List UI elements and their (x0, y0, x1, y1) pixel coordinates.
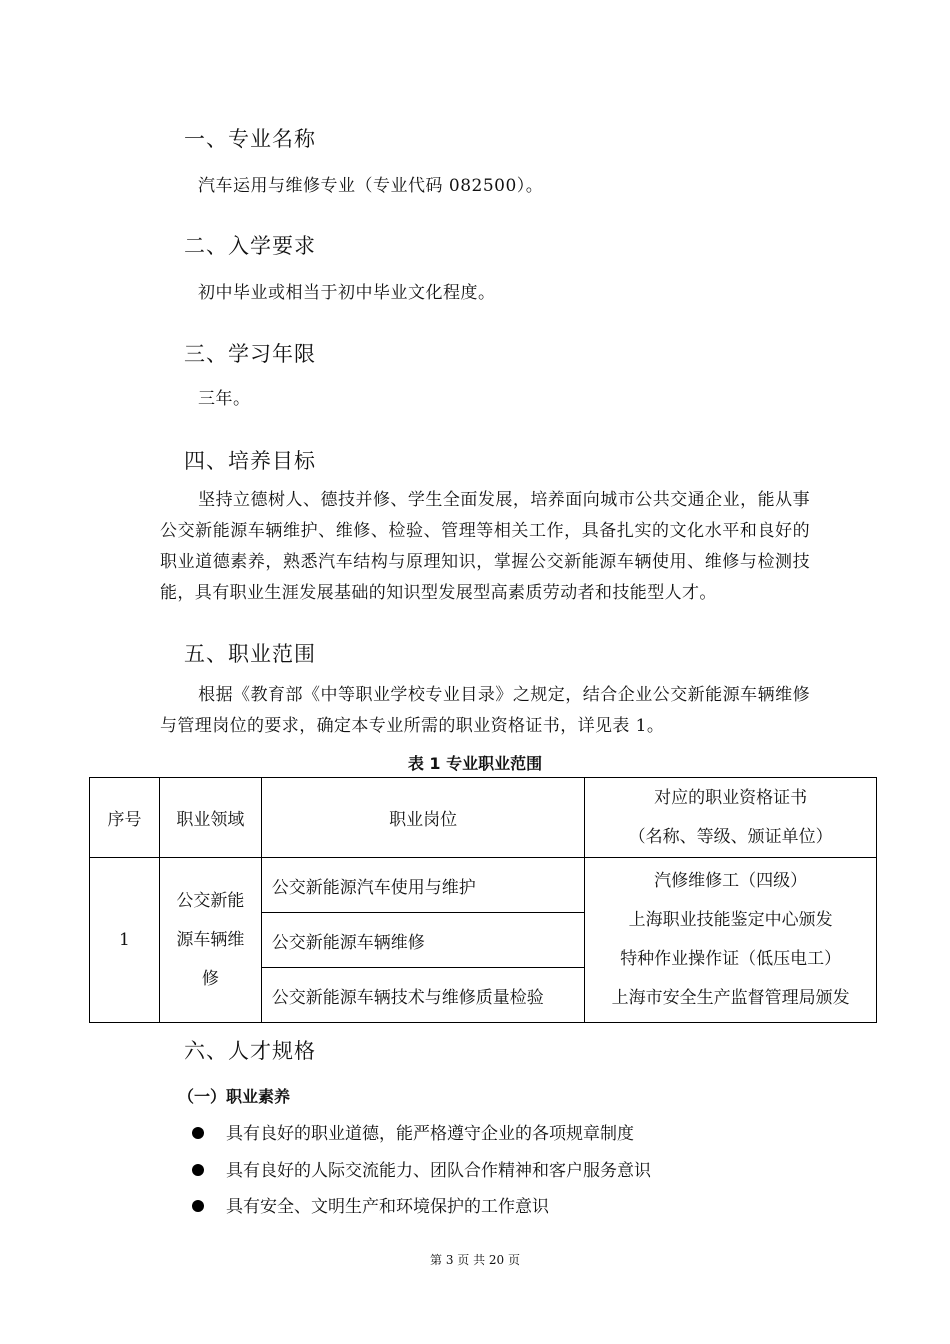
list-item (192, 1156, 651, 1181)
table-caption: 表 1 专业职业范围 (407, 754, 543, 773)
cell-field (159, 858, 261, 1023)
table-header-row (90, 778, 877, 858)
cert-line-2: 上海职业技能鉴定中心颁发 (628, 910, 833, 930)
list-item-text: 具有良好的职业道德，能严格遵守企业的各项规章制度 (226, 1124, 634, 1144)
cell-position-3: 公交新能源车辆技术与维修质量检验 (261, 968, 585, 1023)
cert-line-4: 上海市安全生产监督管理局颁发 (611, 988, 850, 1008)
cell-field-line1: 公交新能 (176, 890, 245, 911)
cell-position-2: 公交新能源车辆维修 (261, 913, 585, 968)
header-field: 职业领域 (159, 778, 261, 858)
header-cert-line1: 对应的职业资格证书 (654, 787, 808, 808)
section-title-major-name: 一、专业名称 (184, 127, 316, 151)
list-item (192, 1119, 634, 1144)
cert-line-1: 汽修维修工（四级） (654, 871, 808, 891)
bullet-icon (192, 1127, 204, 1139)
bullet-icon (192, 1200, 204, 1212)
cert-line-3: 特种作业操作证（低压电工） (620, 949, 842, 969)
header-no: 序号 (90, 778, 160, 858)
career-scope-paragraph (160, 680, 810, 742)
cell-field-line3: 修 (201, 968, 219, 989)
section-title-career-scope: 五、职业范围 (184, 642, 316, 666)
list-item-text: 具有安全、文明生产和环境保护的工作意识 (226, 1197, 549, 1217)
career-scope-table (89, 777, 877, 1023)
cell-position-1: 公交新能源汽车使用与维护 (261, 858, 585, 913)
page-footer: 第 3 页 共 20 页 (430, 1253, 520, 1267)
section-title-duration: 三、学习年限 (184, 342, 316, 366)
cell-no: 1 (90, 858, 160, 1023)
career-scope-text: 根据《教育部《中等职业学校专业目录》之规定，结合企业公交新能源车辆维修与管理岗位的要求，确定本专业所需的职业资格证书，详见表 1。 (160, 685, 810, 736)
header-position: 职业岗位 (261, 778, 585, 858)
section-title-objectives: 四、培养目标 (184, 449, 316, 473)
subsection-title: （一）职业素养 (178, 1087, 291, 1106)
admission-text: 初中毕业或相当于初中毕业文化程度。 (198, 283, 496, 303)
objectives-text: 坚持立德树人、德技并修、学生全面发展，培养面向城市公共交通企业，能从事公交新能源车辆维护、维修、检验、管理等相关工作，具备扎实的文化水平和良好的职业道德素养，熟悉汽车结构与原理知识，掌握公交新能源车辆使用、维修与检测技能，具有职业生涯发展基础的知识型发展型高素质劳动者和技能型人才。 (160, 490, 810, 603)
bullet-icon (192, 1164, 204, 1176)
table-row (90, 858, 877, 913)
section-title-admission: 二、入学要求 (184, 234, 316, 258)
major-name-text: 汽车运用与维修专业（专业代码 082500）。 (198, 176, 544, 196)
list-item (192, 1192, 549, 1217)
section-title-talent-spec: 六、人才规格 (184, 1039, 316, 1063)
cell-field-line2: 源车辆维 (176, 929, 245, 950)
duration-text: 三年。 (198, 389, 251, 409)
header-cert-line2: （名称、等级、颁证单位） (628, 826, 833, 847)
cell-certs (585, 858, 877, 1023)
objectives-paragraph (160, 485, 810, 609)
list-item-text: 具有良好的人际交流能力、团队合作精神和客户服务意识 (226, 1161, 651, 1181)
header-cert (585, 778, 877, 858)
